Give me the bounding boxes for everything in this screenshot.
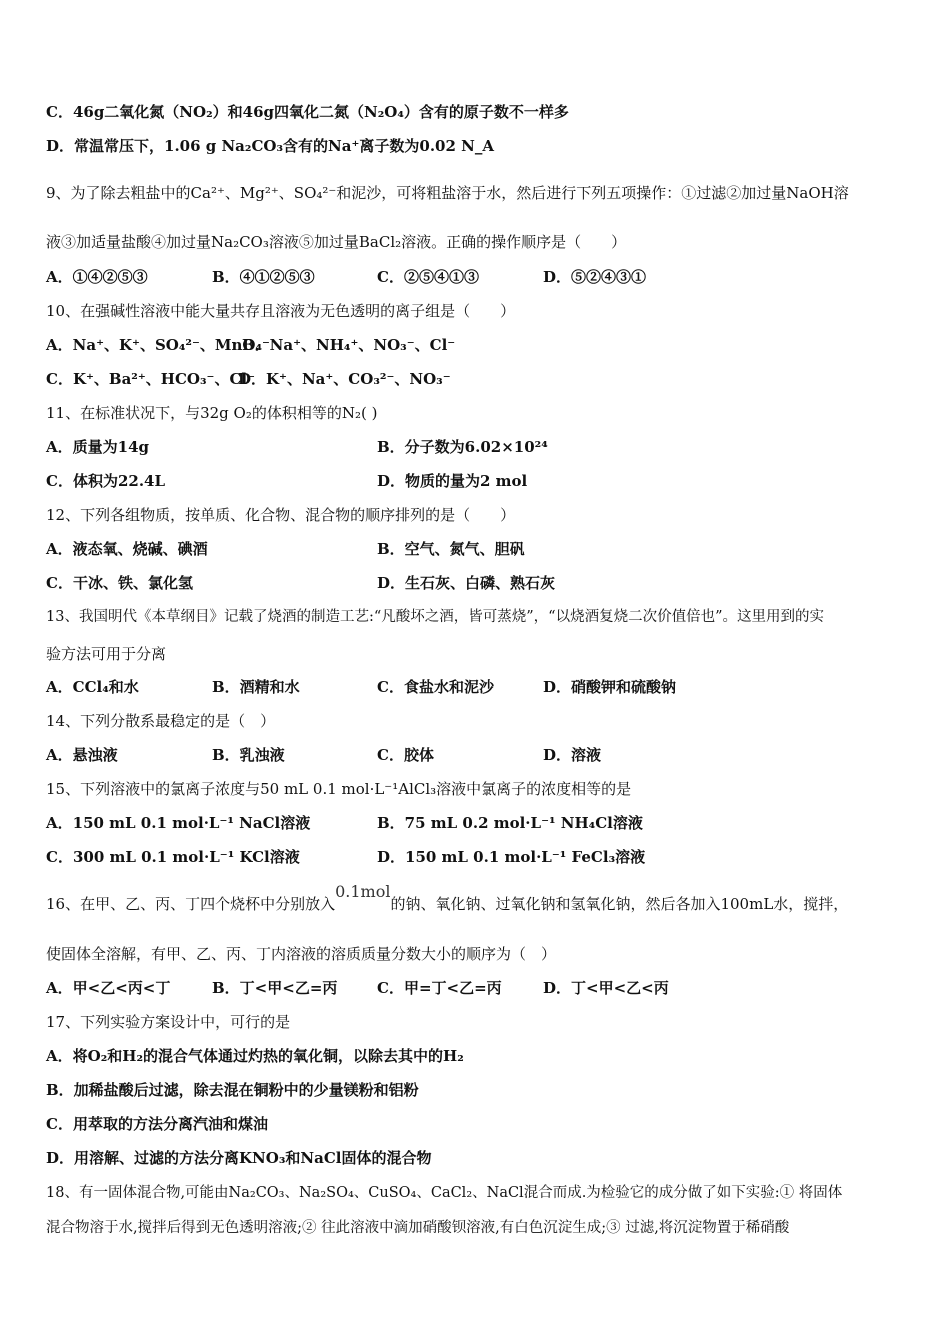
q14-option-a: A．悬浊液 [46, 746, 118, 764]
q9-option-c: C．②⑤④①③ [377, 268, 479, 286]
q16-option-d: D．丁<甲<乙<丙 [543, 979, 669, 997]
q10-option-c: C．K⁺、Ba²⁺、HCO₃⁻、Cl⁻ [46, 370, 255, 388]
q17-option-b: B．加稀盐酸后过滤，除去混在铜粉中的少量镁粉和铝粉 [46, 1081, 419, 1099]
q11-option-a: A．质量为14g [46, 438, 150, 456]
q13-option-c: C．食盐水和泥沙 [377, 678, 494, 696]
q13-option-d: D．硝酸钾和硫酸钠 [543, 678, 677, 696]
q16-amount: 0.1mol [335, 882, 391, 901]
q11-option-b: B．分子数为6.02×10²⁴ [377, 438, 548, 456]
q9-option-b: B．④①②⑤③ [212, 268, 315, 286]
q12-option-b: B．空气、氮气、胆矾 [377, 540, 525, 558]
q17-option-d: D．用溶解、过滤的方法分离KNO₃和NaCl固体的混合物 [46, 1149, 432, 1167]
q17-option-a: A．将O₂和H₂的混合气体通过灼热的氧化铜，以除去其中的H₂ [46, 1047, 464, 1065]
q9-stem-line1: 9、为了除去粗盐中的Ca²⁺、Mg²⁺、SO₄²⁻和泥沙，可将粗盐溶于水，然后进行下列五项操作：①过滤②加过量NaOH溶 [46, 184, 849, 202]
q12-stem: 12、下列各组物质，按单质、化合物、混合物的顺序排列的是（ ） [46, 506, 516, 524]
q14-stem: 14、下列分散系最稳定的是（ ） [46, 712, 276, 730]
q13-option-a: A．CCl₄和水 [46, 678, 139, 696]
q10-option-b: B．Na⁺、NH₄⁺、NO₃⁻、Cl⁻ [242, 336, 456, 354]
q14-option-c: C．胶体 [377, 746, 434, 764]
q17-option-c: C．用萃取的方法分离汽油和煤油 [46, 1115, 268, 1133]
q9-option-d: D．⑤②④③① [543, 268, 647, 286]
q8-option-c: C．46g二氧化氮（NO₂）和46g四氧化二氮（N₂O₄）含有的原子数不一样多 [46, 103, 569, 121]
q16-stem-line1 [46, 882, 849, 914]
q13-stem-line2: 验方法可用于分离 [46, 645, 167, 663]
q9-option-a: A．①④②⑤③ [46, 268, 148, 286]
q17-stem: 17、下列实验方案设计中，可行的是 [46, 1013, 291, 1031]
q16-stem-line2: 使固体全溶解，有甲、乙、丙、丁内溶液的溶质质量分数大小的顺序为（ ） [46, 945, 557, 963]
q10-option-a: A．Na⁺、K⁺、SO₄²⁻、MnO₄⁻ [46, 336, 270, 354]
q14-option-b: B．乳浊液 [212, 746, 285, 764]
q15-option-c: C．300 mL 0.1 mol·L⁻¹ KCl溶液 [46, 848, 300, 866]
q16-option-c: C．甲=丁<乙=丙 [377, 979, 502, 997]
q12-option-c: C．干冰、铁、氯化氢 [46, 574, 193, 592]
q11-option-c: C．体积为22.4L [46, 472, 166, 490]
q9-stem-line2: 液③加适量盐酸④加过量Na₂CO₃溶液⑤加过量BaCl₂溶液。正确的操作顺序是（ ） [46, 233, 627, 251]
q12-option-d: D．生石灰、白磷、熟石灰 [377, 574, 556, 592]
q16-stem-part2: 的钠、氧化钠、过氧化钠和氢氧化钠，然后各加入100mL水，搅拌， [390, 895, 849, 913]
q11-option-d: D．物质的量为2 mol [377, 472, 528, 490]
q15-option-a: A．150 mL 0.1 mol·L⁻¹ NaCl溶液 [46, 814, 311, 832]
q15-stem: 15、下列溶液中的氯离子浓度与50 mL 0.1 mol·L⁻¹AlCl₃溶液中氯离子的浓度相等的是 [46, 780, 632, 798]
q13-stem-line1: 13、我国明代《本草纲目》记载了烧酒的制造工艺:“凡酸坏之酒，皆可蒸烧”，“以烧酒复烧二次价值倍也”。这里用到的实 [46, 609, 824, 625]
q14-option-d: D．溶液 [543, 746, 602, 764]
q10-option-d: D．K⁺、Na⁺、CO₃²⁻、NO₃⁻ [238, 370, 451, 388]
q18-stem-line2: 混合物溶于水,搅拌后得到无色透明溶液;② 往此溶液中滴加硝酸钡溶液,有白色沉淀生成;③ 过滤,将沉淀物置于稀硝酸 [46, 1220, 790, 1236]
q15-option-d: D．150 mL 0.1 mol·L⁻¹ FeCl₃溶液 [377, 848, 646, 866]
q8-option-d: D．常温常压下，1.06 g Na₂CO₃含有的Na⁺离子数为0.02 N_A [46, 137, 495, 155]
q13-option-b: B．酒精和水 [212, 678, 300, 696]
q11-stem: 11、在标准状况下，与32g O₂的体积相等的N₂( ) [46, 404, 378, 422]
q18-stem-line1: 18、有一固体混合物,可能由Na₂CO₃、Na₂SO₄、CuSO₄、CaCl₂、NaCl混合而成.为检验它的成分做了如下实验:① 将固体 [46, 1185, 843, 1201]
q15-option-b: B．75 mL 0.2 mol·L⁻¹ NH₄Cl溶液 [377, 814, 643, 832]
q12-option-a: A．液态氧、烧碱、碘酒 [46, 540, 208, 558]
q16-stem-part1: 16、在甲、乙、丙、丁四个烧杯中分别放入 [46, 895, 336, 913]
q10-stem: 10、在强碱性溶液中能大量共存且溶液为无色透明的离子组是（ ） [46, 302, 516, 320]
q16-option-b: B．丁<甲<乙=丙 [212, 979, 338, 997]
q16-option-a: A．甲<乙<丙<丁 [46, 979, 171, 997]
